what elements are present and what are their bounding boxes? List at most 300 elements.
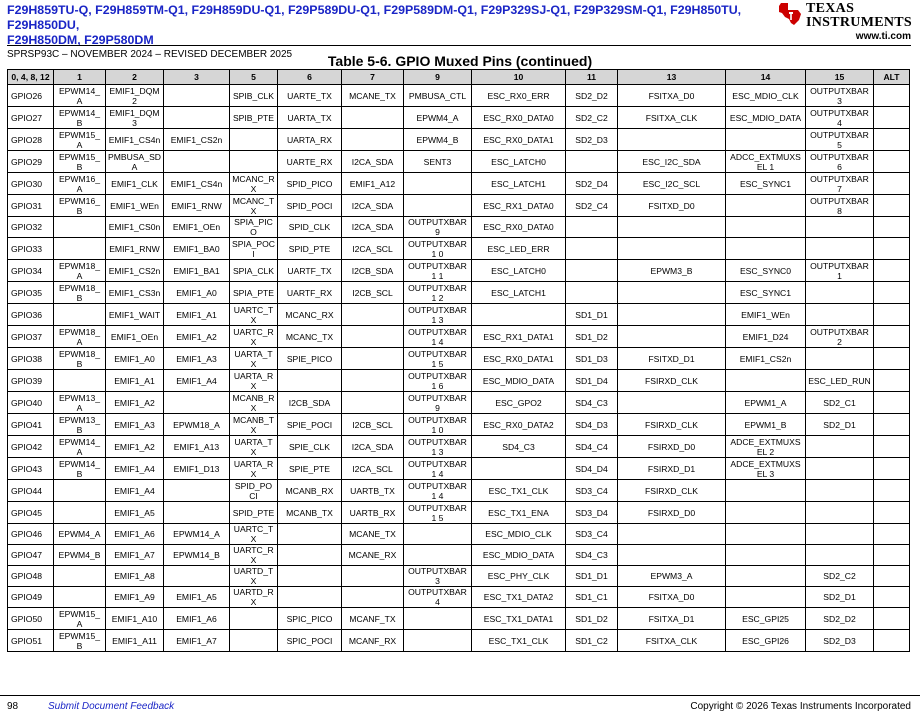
ti-logo bbox=[777, 1, 912, 31]
mux-function-cell: EMIF1_A0 bbox=[164, 282, 230, 304]
mux-function-cell: FSIRXD_CLK bbox=[618, 414, 726, 436]
part-numbers[interactable] bbox=[7, 3, 787, 48]
mux-function-cell bbox=[342, 326, 404, 348]
mux-function-cell: I2CA_SDA bbox=[342, 436, 404, 458]
mux-function-cell bbox=[164, 151, 230, 173]
mux-function-cell: MCANC_RX bbox=[278, 304, 342, 326]
mux-function-cell bbox=[278, 524, 342, 545]
mux-function-cell bbox=[874, 238, 910, 260]
mux-function-cell: EPWM18_ B bbox=[54, 282, 106, 304]
mux-function-cell: ESC_LED_ERR bbox=[472, 238, 566, 260]
mux-function-cell bbox=[54, 370, 106, 392]
mux-function-cell: OUTPUTXBAR8 bbox=[806, 195, 874, 217]
mux-function-cell bbox=[874, 502, 910, 524]
mux-function-cell bbox=[874, 608, 910, 630]
website-link[interactable]: www.ti.com bbox=[855, 31, 911, 42]
mux-function-cell bbox=[726, 587, 806, 608]
mux-function-cell bbox=[874, 545, 910, 566]
mux-function-cell bbox=[874, 260, 910, 282]
mux-function-cell bbox=[726, 129, 806, 151]
table-row bbox=[8, 524, 910, 545]
gpio-pin-cell: GPIO36 bbox=[8, 304, 54, 326]
mux-function-cell bbox=[230, 129, 278, 151]
mux-function-cell: FSITXA_CLK bbox=[618, 630, 726, 652]
mux-function-cell: EMIF1_CLK bbox=[106, 173, 164, 195]
mux-function-cell: OUTPUTXBAR3 bbox=[404, 566, 472, 587]
mux-function-cell: EPWM1_A bbox=[726, 392, 806, 414]
mux-function-cell: ESC_PHY_CLK bbox=[472, 566, 566, 587]
mux-function-cell: UARTB_RX bbox=[342, 502, 404, 524]
mux-function-cell: UARTA_RX bbox=[230, 458, 278, 480]
mux-function-cell: EMIF1_OEn bbox=[164, 217, 230, 238]
mux-function-cell: ESC_GPI25 bbox=[726, 608, 806, 630]
mux-function-cell: OUTPUTXBAR1 4 bbox=[404, 458, 472, 480]
mux-function-cell: ESC_MDIO_DATA bbox=[726, 107, 806, 129]
mux-function-cell bbox=[472, 458, 566, 480]
mux-function-cell: EMIF1_CS2n bbox=[726, 348, 806, 370]
table-row bbox=[8, 107, 910, 129]
page-number: 98 bbox=[7, 701, 19, 712]
mux-function-cell: EMIF1_CS0n bbox=[106, 217, 164, 238]
mux-function-cell: OUTPUTXBAR1 0 bbox=[404, 238, 472, 260]
column-header: 7 bbox=[342, 70, 404, 85]
gpio-pin-cell: GPIO28 bbox=[8, 129, 54, 151]
mux-function-cell: SD4_C3 bbox=[566, 392, 618, 414]
mux-function-cell bbox=[618, 217, 726, 238]
mux-function-cell bbox=[874, 348, 910, 370]
mux-function-cell bbox=[806, 348, 874, 370]
mux-function-cell bbox=[726, 502, 806, 524]
mux-function-cell: ESC_TX1_DATA1 bbox=[472, 608, 566, 630]
mux-function-cell: PMBUSA_SDA bbox=[106, 151, 164, 173]
mux-function-cell: ESC_RX0_ERR bbox=[472, 85, 566, 107]
mux-function-cell: EMIF1_A11 bbox=[106, 630, 164, 652]
table-row bbox=[8, 326, 910, 348]
mux-function-cell: ESC_RX0_DATA0 bbox=[472, 217, 566, 238]
mux-function-cell bbox=[806, 217, 874, 238]
mux-function-cell: OUTPUTXBAR4 bbox=[806, 107, 874, 129]
mux-function-cell: FSITXA_D0 bbox=[618, 587, 726, 608]
mux-function-cell bbox=[164, 107, 230, 129]
mux-function-cell: MCANB_TX bbox=[230, 414, 278, 436]
mux-function-cell: SPIC_PICO bbox=[278, 608, 342, 630]
column-header: 14 bbox=[726, 70, 806, 85]
mux-function-cell bbox=[874, 480, 910, 502]
mux-function-cell: EPWM16_ B bbox=[54, 195, 106, 217]
mux-function-cell: SPIE_POCI bbox=[278, 414, 342, 436]
mux-function-cell: SPIE_CLK bbox=[278, 436, 342, 458]
mux-function-cell: ESC_GPI26 bbox=[726, 630, 806, 652]
mux-function-cell: FSIRXD_CLK bbox=[618, 370, 726, 392]
mux-function-cell: EMIF1_A1 bbox=[164, 304, 230, 326]
mux-function-cell: SD3_D4 bbox=[566, 502, 618, 524]
mux-function-cell: SD4_D4 bbox=[566, 458, 618, 480]
mux-function-cell: OUTPUTXBAR1 4 bbox=[404, 326, 472, 348]
mux-function-cell bbox=[342, 392, 404, 414]
mux-function-cell: EMIF1_A0 bbox=[106, 348, 164, 370]
mux-function-cell: EMIF1_WEn bbox=[726, 304, 806, 326]
mux-function-cell: UARTC_TX bbox=[230, 304, 278, 326]
mux-function-cell bbox=[726, 480, 806, 502]
mux-function-cell bbox=[230, 630, 278, 652]
mux-function-cell bbox=[726, 566, 806, 587]
column-header: 2 bbox=[106, 70, 164, 85]
mux-function-cell: MCANB_RX bbox=[278, 480, 342, 502]
mux-function-cell: SPID_CLK bbox=[278, 217, 342, 238]
mux-function-cell: FSITXD_D1 bbox=[618, 348, 726, 370]
mux-function-cell: EMIF1_A10 bbox=[106, 608, 164, 630]
mux-function-cell: FSITXA_D0 bbox=[618, 85, 726, 107]
copyright: Copyright © 2026 Texas Instruments Incorporated bbox=[690, 701, 911, 712]
gpio-pin-cell: GPIO49 bbox=[8, 587, 54, 608]
logo-texas: TEXAS bbox=[806, 1, 855, 16]
mux-function-cell bbox=[342, 129, 404, 151]
mux-function-cell bbox=[874, 173, 910, 195]
mux-function-cell: ESC_TX1_ENA bbox=[472, 502, 566, 524]
gpio-pin-cell: GPIO35 bbox=[8, 282, 54, 304]
mux-function-cell: MCANE_RX bbox=[342, 545, 404, 566]
mux-function-cell bbox=[618, 524, 726, 545]
mux-function-cell: SD3_C4 bbox=[566, 480, 618, 502]
table-row bbox=[8, 480, 910, 502]
mux-function-cell bbox=[278, 566, 342, 587]
gpio-pin-cell: GPIO47 bbox=[8, 545, 54, 566]
mux-function-cell: SD1_D1 bbox=[566, 566, 618, 587]
column-header: 1 bbox=[54, 70, 106, 85]
mux-function-cell: FSIRXD_D0 bbox=[618, 502, 726, 524]
mux-function-cell: MCANC_TX bbox=[278, 326, 342, 348]
mux-function-cell: OUTPUTXBAR1 5 bbox=[404, 502, 472, 524]
mux-function-cell: EPWM13_ A bbox=[54, 392, 106, 414]
mux-function-cell: EPWM14_ B bbox=[54, 458, 106, 480]
mux-function-cell: SD2_C1 bbox=[806, 392, 874, 414]
mux-function-cell: ESC_I2C_SDA bbox=[618, 151, 726, 173]
mux-function-cell: OUTPUTXBAR5 bbox=[806, 129, 874, 151]
mux-function-cell: SD1_D2 bbox=[566, 608, 618, 630]
table-row bbox=[8, 392, 910, 414]
mux-function-cell: SENT3 bbox=[404, 151, 472, 173]
mux-function-cell bbox=[566, 151, 618, 173]
mux-function-cell: EMIF1_A7 bbox=[164, 630, 230, 652]
header-divider bbox=[7, 45, 911, 46]
mux-function-cell bbox=[726, 238, 806, 260]
gpio-pin-cell: GPIO42 bbox=[8, 436, 54, 458]
mux-function-cell: ESC_MDIO_DATA bbox=[472, 545, 566, 566]
mux-function-cell bbox=[806, 480, 874, 502]
mux-function-cell: ESC_RX1_DATA1 bbox=[472, 326, 566, 348]
mux-function-cell bbox=[874, 282, 910, 304]
mux-function-cell: UARTA_TX bbox=[230, 436, 278, 458]
texas-state-icon bbox=[777, 1, 803, 27]
table-row bbox=[8, 348, 910, 370]
mux-function-cell: SD2_D3 bbox=[566, 129, 618, 151]
mux-function-cell: ESC_MDIO_CLK bbox=[726, 85, 806, 107]
mux-function-cell: EMIF1_A5 bbox=[164, 587, 230, 608]
mux-function-cell bbox=[806, 502, 874, 524]
mux-function-cell: ESC_RX1_DATA0 bbox=[472, 195, 566, 217]
mux-function-cell bbox=[54, 502, 106, 524]
mux-function-cell: UARTD_TX bbox=[230, 566, 278, 587]
mux-function-cell: MCANE_TX bbox=[342, 524, 404, 545]
mux-function-cell bbox=[726, 524, 806, 545]
mux-function-cell bbox=[806, 545, 874, 566]
mux-function-cell bbox=[404, 545, 472, 566]
mux-function-cell bbox=[342, 370, 404, 392]
table-row bbox=[8, 608, 910, 630]
mux-function-cell: EPWM4_A bbox=[404, 107, 472, 129]
table-title: Table 5-6. GPIO Muxed Pins (continued) bbox=[327, 53, 593, 69]
column-header: 5 bbox=[230, 70, 278, 85]
mux-function-cell: MCANF_RX bbox=[342, 630, 404, 652]
column-header: 15 bbox=[806, 70, 874, 85]
mux-function-cell: EPWM14_ A bbox=[54, 85, 106, 107]
mux-function-cell: SD4_D3 bbox=[566, 414, 618, 436]
mux-function-cell: SD1_C1 bbox=[566, 587, 618, 608]
mux-function-cell: SD1_D3 bbox=[566, 348, 618, 370]
mux-function-cell: EPWM14_B bbox=[164, 545, 230, 566]
mux-function-cell: ESC_I2C_SCL bbox=[618, 173, 726, 195]
mux-function-cell bbox=[806, 238, 874, 260]
mux-function-cell bbox=[54, 587, 106, 608]
mux-function-cell: OUTPUTXBAR1 3 bbox=[404, 436, 472, 458]
mux-function-cell: SPIB_CLK bbox=[230, 85, 278, 107]
mux-function-cell bbox=[404, 173, 472, 195]
column-header: 6 bbox=[278, 70, 342, 85]
mux-function-cell: SD2_D4 bbox=[566, 173, 618, 195]
mux-function-cell bbox=[230, 151, 278, 173]
mux-function-cell: EPWM15_ B bbox=[54, 151, 106, 173]
mux-function-cell bbox=[342, 348, 404, 370]
table-row bbox=[8, 260, 910, 282]
mux-function-cell: UARTE_TX bbox=[278, 85, 342, 107]
mux-function-cell bbox=[874, 304, 910, 326]
table-row bbox=[8, 173, 910, 195]
mux-function-cell bbox=[618, 238, 726, 260]
mux-function-cell: EMIF1_WEn bbox=[106, 195, 164, 217]
mux-function-cell: SPID_PTE bbox=[230, 502, 278, 524]
mux-function-cell bbox=[874, 195, 910, 217]
mux-function-cell: EMIF1_A5 bbox=[106, 502, 164, 524]
mux-function-cell: EMIF1_A3 bbox=[164, 348, 230, 370]
mux-function-cell: OUTPUTXBAR2 bbox=[806, 326, 874, 348]
mux-function-cell: ESC_RX0_DATA0 bbox=[472, 107, 566, 129]
mux-function-cell bbox=[618, 304, 726, 326]
mux-function-cell: EMIF1_CS3n bbox=[106, 282, 164, 304]
mux-function-cell bbox=[874, 151, 910, 173]
mux-function-cell: OUTPUTXBAR1 4 bbox=[404, 480, 472, 502]
submit-feedback-link[interactable]: Submit Document Feedback bbox=[48, 701, 175, 712]
gpio-pin-cell: GPIO32 bbox=[8, 217, 54, 238]
mux-function-cell bbox=[54, 566, 106, 587]
gpio-pin-cell: GPIO51 bbox=[8, 630, 54, 652]
mux-function-cell: ESC_SYNC1 bbox=[726, 173, 806, 195]
mux-function-cell: EMIF1_A2 bbox=[164, 326, 230, 348]
mux-function-cell: SD2_D1 bbox=[806, 587, 874, 608]
table-row bbox=[8, 545, 910, 566]
gpio-pin-cell: GPIO43 bbox=[8, 458, 54, 480]
mux-function-cell bbox=[874, 587, 910, 608]
mux-function-cell: SPIA_CLK bbox=[230, 260, 278, 282]
part-numbers-line1[interactable]: F29H859TU-Q, F29H859TM-Q1, F29H859DU-Q1, F29P589DU-Q1, F29P589DM-Q1, F29P329SJ-Q1, F29P329SM-Q1, F29H850TU, F29H850DU, bbox=[7, 3, 742, 32]
gpio-pin-cell: GPIO27 bbox=[8, 107, 54, 129]
mux-function-cell: ADCE_EXTMUXSEL 2 bbox=[726, 436, 806, 458]
mux-function-cell: ESC_MDIO_DATA bbox=[472, 370, 566, 392]
mux-function-cell: EMIF1_A4 bbox=[106, 480, 164, 502]
mux-function-cell: MCANE_TX bbox=[342, 85, 404, 107]
mux-function-cell: EMIF1_CS4n bbox=[164, 173, 230, 195]
mux-function-cell: SPID_PICO bbox=[278, 173, 342, 195]
mux-function-cell bbox=[278, 587, 342, 608]
mux-function-cell: EPWM1_B bbox=[726, 414, 806, 436]
mux-function-cell: EMIF1_CS2n bbox=[106, 260, 164, 282]
mux-function-cell: SD1_C2 bbox=[566, 630, 618, 652]
mux-function-cell: UARTF_TX bbox=[278, 260, 342, 282]
mux-function-cell: I2CA_SDA bbox=[342, 195, 404, 217]
mux-function-cell: ESC_LED_RUN bbox=[806, 370, 874, 392]
mux-function-cell: FSIRXD_CLK bbox=[618, 480, 726, 502]
mux-function-cell: EMIF1_A12 bbox=[342, 173, 404, 195]
mux-function-cell: I2CA_SDA bbox=[342, 217, 404, 238]
mux-function-cell bbox=[874, 392, 910, 414]
mux-function-cell: EMIF1_WAIT bbox=[106, 304, 164, 326]
footer-divider bbox=[0, 695, 920, 696]
mux-function-cell: EMIF1_BA1 bbox=[164, 260, 230, 282]
table-row bbox=[8, 502, 910, 524]
mux-function-cell bbox=[726, 195, 806, 217]
mux-function-cell bbox=[726, 545, 806, 566]
mux-function-cell bbox=[806, 458, 874, 480]
mux-function-cell: SD2_C2 bbox=[806, 566, 874, 587]
mux-function-cell: OUTPUTXBAR1 0 bbox=[404, 414, 472, 436]
mux-function-cell: I2CB_SCL bbox=[342, 282, 404, 304]
mux-function-cell: SD2_D2 bbox=[566, 85, 618, 107]
part-numbers-line2[interactable]: F29H850DM, F29P580DM bbox=[7, 33, 154, 47]
mux-function-cell bbox=[230, 608, 278, 630]
mux-function-cell bbox=[806, 282, 874, 304]
mux-function-cell: OUTPUTXBAR1 6 bbox=[404, 370, 472, 392]
column-header: 3 bbox=[164, 70, 230, 85]
mux-function-cell bbox=[874, 326, 910, 348]
mux-function-cell bbox=[164, 85, 230, 107]
mux-function-cell: SPID_PTE bbox=[278, 238, 342, 260]
gpio-pin-cell: GPIO38 bbox=[8, 348, 54, 370]
mux-function-cell bbox=[164, 392, 230, 414]
mux-function-cell: I2CA_SCL bbox=[342, 458, 404, 480]
mux-function-cell: UARTE_RX bbox=[278, 151, 342, 173]
mux-function-cell bbox=[618, 129, 726, 151]
mux-function-cell bbox=[404, 524, 472, 545]
mux-function-cell: MCANC_RX bbox=[230, 173, 278, 195]
mux-function-cell: EMIF1_A9 bbox=[106, 587, 164, 608]
mux-function-cell: FSITXA_D1 bbox=[618, 608, 726, 630]
gpio-pin-cell: GPIO34 bbox=[8, 260, 54, 282]
mux-function-cell: I2CA_SDA bbox=[342, 151, 404, 173]
mux-function-cell: SD2_C2 bbox=[566, 107, 618, 129]
mux-function-cell: EPWM14_ B bbox=[54, 107, 106, 129]
mux-function-cell: EMIF1_A3 bbox=[106, 414, 164, 436]
mux-function-cell: EMIF1_D13 bbox=[164, 458, 230, 480]
mux-function-cell: EMIF1_DQM3 bbox=[106, 107, 164, 129]
mux-function-cell bbox=[404, 195, 472, 217]
table-row bbox=[8, 282, 910, 304]
mux-function-cell bbox=[164, 480, 230, 502]
mux-function-cell: SPID_POCI bbox=[278, 195, 342, 217]
mux-function-cell: SPIA_POCI bbox=[230, 238, 278, 260]
mux-function-cell bbox=[618, 326, 726, 348]
mux-function-cell: SPIB_PTE bbox=[230, 107, 278, 129]
mux-function-cell: OUTPUTXBAR1 3 bbox=[404, 304, 472, 326]
mux-function-cell: SPIA_PICO bbox=[230, 217, 278, 238]
mux-function-cell: EPWM4_B bbox=[404, 129, 472, 151]
mux-function-cell: EMIF1_A4 bbox=[164, 370, 230, 392]
mux-function-cell: FSIRXD_D1 bbox=[618, 458, 726, 480]
table-row bbox=[8, 370, 910, 392]
mux-function-cell bbox=[806, 524, 874, 545]
mux-function-cell: SD2_D3 bbox=[806, 630, 874, 652]
mux-function-cell bbox=[806, 304, 874, 326]
table-row bbox=[8, 151, 910, 173]
mux-function-cell: EPWM16_ A bbox=[54, 173, 106, 195]
table-row bbox=[8, 630, 910, 652]
mux-function-cell: SD2_C4 bbox=[566, 195, 618, 217]
mux-function-cell: I2CB_SDA bbox=[342, 260, 404, 282]
mux-function-cell bbox=[726, 217, 806, 238]
mux-function-cell: OUTPUTXBAR7 bbox=[806, 173, 874, 195]
mux-function-cell bbox=[874, 129, 910, 151]
mux-function-cell bbox=[874, 458, 910, 480]
mux-function-cell: ESC_LATCH1 bbox=[472, 282, 566, 304]
mux-function-cell: EMIF1_A13 bbox=[164, 436, 230, 458]
mux-function-cell bbox=[806, 436, 874, 458]
mux-function-cell: OUTPUTXBAR1 2 bbox=[404, 282, 472, 304]
mux-function-cell: SD4_C3 bbox=[566, 545, 618, 566]
mux-function-cell: OUTPUTXBAR1 5 bbox=[404, 348, 472, 370]
mux-function-cell: SPIE_PTE bbox=[278, 458, 342, 480]
mux-function-cell bbox=[566, 282, 618, 304]
document-id: SPRSP93C – NOVEMBER 2024 – REVISED DECEMBER 2025 bbox=[7, 49, 293, 60]
mux-function-cell bbox=[278, 545, 342, 566]
mux-function-cell bbox=[164, 502, 230, 524]
gpio-mux-table bbox=[7, 69, 910, 652]
mux-function-cell: FSITXD_D0 bbox=[618, 195, 726, 217]
mux-function-cell: UARTB_TX bbox=[342, 480, 404, 502]
mux-function-cell: EMIF1_RNW bbox=[164, 195, 230, 217]
mux-function-cell: FSITXA_CLK bbox=[618, 107, 726, 129]
mux-function-cell: SD1_D1 bbox=[566, 304, 618, 326]
mux-function-cell: MCANB_TX bbox=[278, 502, 342, 524]
mux-function-cell: EPWM18_ A bbox=[54, 260, 106, 282]
gpio-pin-cell: GPIO50 bbox=[8, 608, 54, 630]
mux-function-cell bbox=[874, 630, 910, 652]
mux-function-cell: SPIA_PTE bbox=[230, 282, 278, 304]
mux-function-cell: EPWM18_ B bbox=[54, 348, 106, 370]
mux-function-cell: UARTC_RX bbox=[230, 326, 278, 348]
mux-function-cell: EMIF1_RNW bbox=[106, 238, 164, 260]
mux-function-cell: SD1_D2 bbox=[566, 326, 618, 348]
gpio-pin-cell: GPIO33 bbox=[8, 238, 54, 260]
mux-function-cell: EPWM3_A bbox=[618, 566, 726, 587]
mux-function-cell bbox=[874, 414, 910, 436]
mux-function-cell bbox=[342, 107, 404, 129]
mux-function-cell bbox=[566, 217, 618, 238]
mux-function-cell: ADCE_EXTMUXSEL 3 bbox=[726, 458, 806, 480]
mux-function-cell bbox=[54, 238, 106, 260]
mux-function-cell: ESC_LATCH0 bbox=[472, 260, 566, 282]
column-header: 13 bbox=[618, 70, 726, 85]
logo-instruments: INSTRUMENTS bbox=[806, 15, 912, 30]
mux-function-cell bbox=[404, 630, 472, 652]
gpio-pin-cell: GPIO26 bbox=[8, 85, 54, 107]
